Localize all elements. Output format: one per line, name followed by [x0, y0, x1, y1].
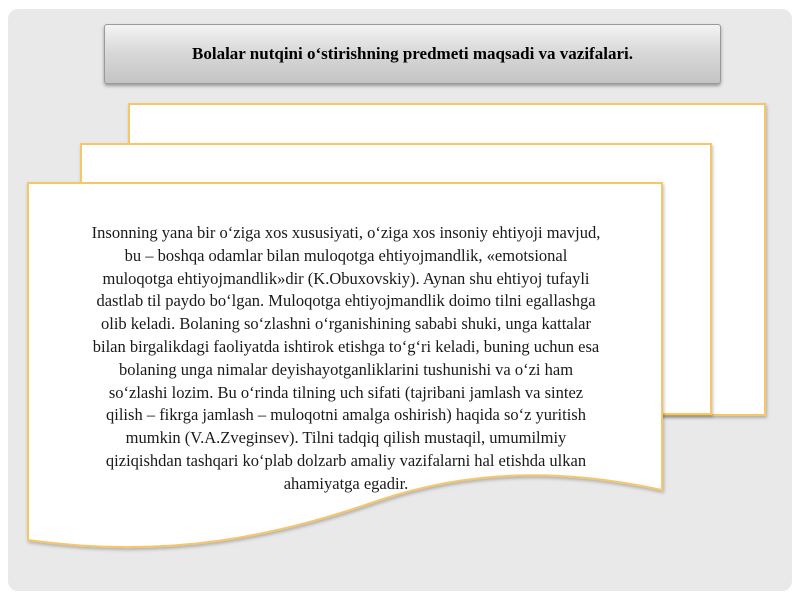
body-line: dastlab til paydo bo‘lgan. Muloqotga ehtiyojmandlik doimo tilni egallashga: [96, 291, 596, 311]
body-line: olib keladi. Bolaning so‘zlashni o‘rganishining sababi shuki, unga kattalar: [100, 314, 592, 334]
body-line: bu – boshqa odamlar bilan muloqotga ehtiyojmandlik, «emotsional: [124, 245, 568, 265]
body-line: so‘zlashi lozim. Bu o‘rinda tilning uch sifati (tajribani jamlash va sintez: [108, 382, 584, 402]
body-line: bolaning unga nimalar deyishayotganliklarini tushunishi va o‘zi ham: [118, 359, 574, 379]
body-line: muloqotga ehtiyojmandlik»dir (K.Obuxovskiy). Aynan shu ehtiyoj tufayli: [102, 268, 590, 288]
body-line: bilan birgalikdagi faoliyatda ishtirok etishga to‘g‘ri keladi, buning uchun esa: [92, 336, 600, 356]
body-line: ahamiyatga egadir.: [283, 473, 409, 493]
body-line: qiziqishdan tashqari ko‘plab dolzarb amaliy vazifalarni hal etishda ulkan: [105, 450, 587, 470]
body-line: Insonning yana bir o‘ziga xos xususiyati, o‘ziga xos insoniy ehtiyoji mavjud,: [91, 223, 601, 242]
slide-title: Bolalar nutqini o‘stirishning predmeti maqsadi va vazifalari.: [192, 44, 633, 63]
body-paragraph: [34, 222, 658, 496]
body-line: qilish – fikrga jamlash – muloqotni amalga oshirish) haqida so‘z yuritish: [106, 405, 586, 425]
body-line: mumkin (V.A.Zveginsev). Tilni tadqiq qilish mustaqil, umumilmiy: [125, 428, 567, 448]
